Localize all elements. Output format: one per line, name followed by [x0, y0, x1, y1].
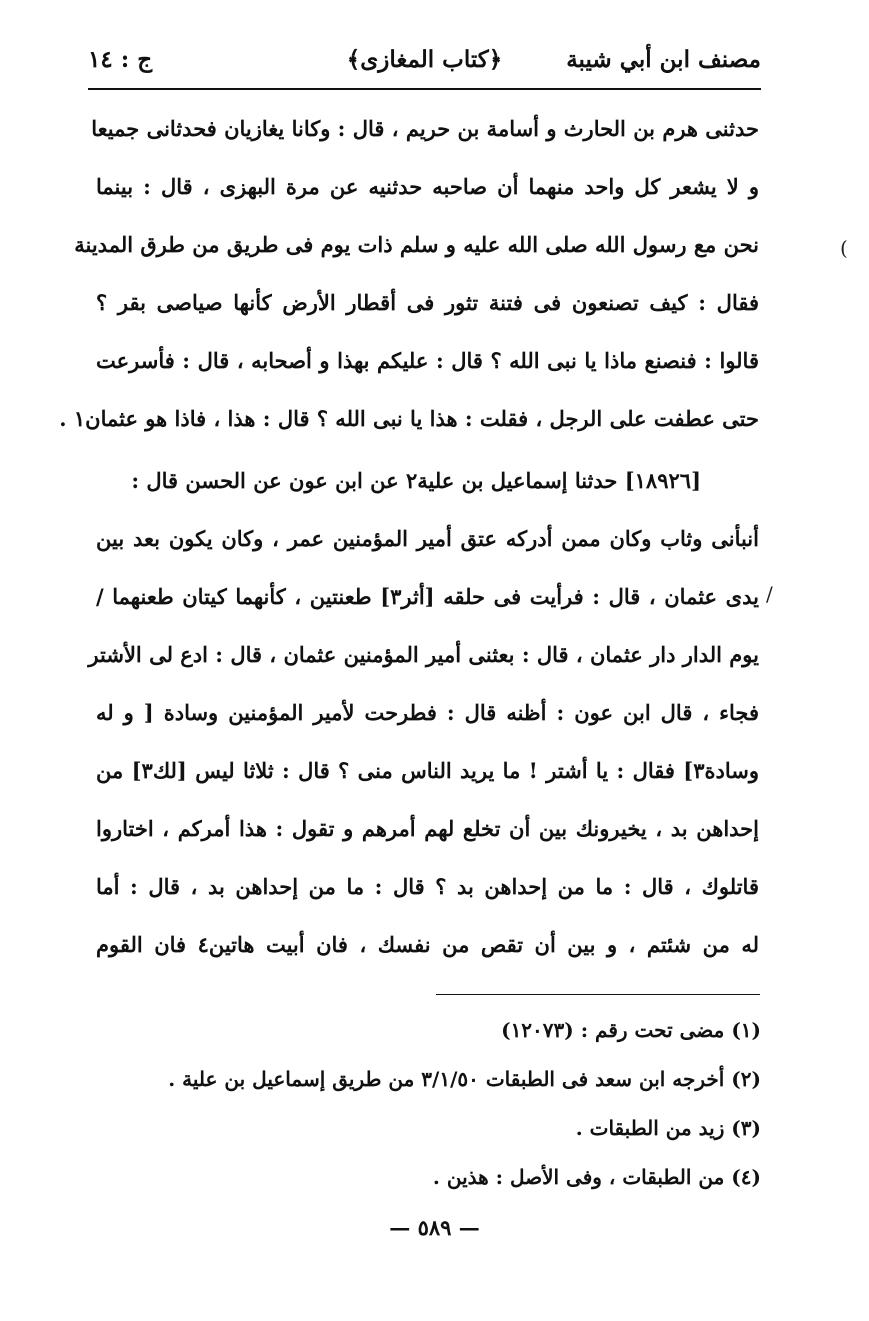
footnote: (١) مضى تحت رقم : (١٢٠٧٣): [501, 1018, 761, 1042]
text-line: نحن مع رسول الله صلى الله عليه و سلم ذات يوم فى طريق من طرق المدينة: [74, 232, 759, 257]
footnote: (٣) زيد من الطبقات .: [575, 1116, 761, 1140]
text-line: قالوا : فنصنع ماذا يا نبى الله ؟ قال : عليكم بهذا و أصحابه ، قال : فأسرعت: [96, 348, 759, 373]
text-line: حدثنى هرم بن الحارث و أسامة بن حريم ، قال : وكانا يغازيان فحدثانى جميعا: [91, 116, 759, 141]
header-rule: [88, 88, 761, 90]
book-title: مصنف ابن أبي شيبة: [566, 46, 761, 73]
text-line: إحداهن بد ، يخيرونك بين أن تخلع لهم أمرهم و تقول : هذا أمركم ، اختاروا: [96, 816, 759, 841]
hadith-heading-line: [١٨٩٢٦] حدثنا إسماعيل بن علية٢ عن ابن عون عن الحسن قال :: [131, 468, 701, 493]
footnotes: [96, 1006, 761, 1202]
volume-number: ج : ١٤: [88, 46, 153, 73]
main-text: [59, 100, 759, 974]
footnote-rule: [436, 994, 760, 995]
running-header: [88, 38, 761, 86]
text-line: فقال : كيف تصنعون فى فتنة تثور فى أقطار الأرض كأنها صياصى بقر ؟: [96, 290, 759, 315]
text-line: يدى عثمان ، قال : فرأيت فى حلقه [أثر٣] طعنتين ، كأنهما كيتان طعنهما /: [96, 584, 759, 609]
text-line: يوم الدار دار عثمان ، قال : بعثنى أمير المؤمنين عثمان ، قال : ادع لى الأشتر: [88, 642, 759, 667]
text-line: له من شئتم ، و بين أن تقص من نفسك ، فان أبيت هاتين٤ فان القوم: [96, 932, 759, 957]
text-line: حتى عطفت على الرجل ، فقلت : هذا يا نبى الله ؟ قال : هذا ، فاذا هو عثمان١ .: [59, 406, 759, 431]
text-line: أنبأنى وثاب وكان ممن أدركه عتق أمير المؤمنين عمر ، وكان يكون بعد بين: [96, 526, 759, 551]
text-line: قاتلوك ، قال : ما من إحداهن بد ؟ قال : ما من إحداهن بد ، قال : أما: [96, 874, 759, 899]
text-line: فجاء ، قال ابن عون : أظنه قال : فطرحت لأمير المؤمنين وسادة [ و له: [96, 700, 759, 725]
margin-slash-mark: /: [766, 582, 773, 606]
chapter-title: ﴿كتاب المغازى﴾: [346, 46, 503, 73]
footnote: (٤) من الطبقات ، وفى الأصل : هذين .: [432, 1165, 761, 1189]
text-line: وسادة٣] فقال : يا أشتر ! ما يريد الناس منى ؟ قال : ثلاثا ليس [لك٣] من: [96, 758, 759, 783]
margin-bracket-mark: (: [840, 236, 848, 260]
page-number: — ٥٨٩ —: [389, 1215, 480, 1240]
text-line: و لا يشعر كل واحد منهما أن صاحبه حدثنيه عن مرة البهزى ، قال : بينما: [96, 174, 759, 199]
footnote: (٢) أخرجه ابن سعد فى الطبقات ٣/١/٥٠ من طريق إسماعيل بن علية .: [168, 1067, 761, 1091]
